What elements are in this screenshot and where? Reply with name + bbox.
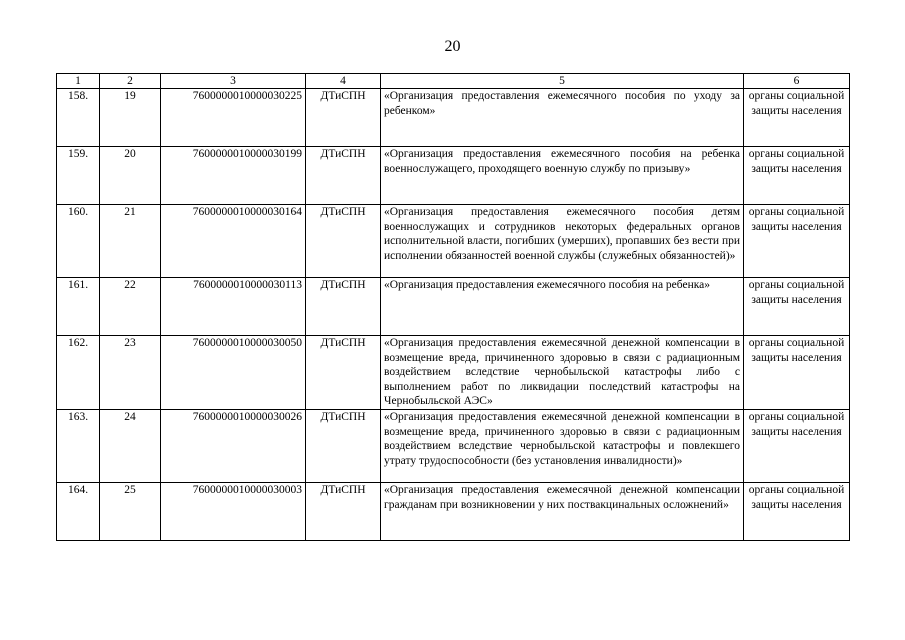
row-number: 19 [100, 89, 161, 147]
row-responsible-body: органы социальной защиты населения [744, 482, 850, 540]
row-code: 7600000010000030050 [161, 336, 306, 410]
row-service: «Организация предоставления ежемесячного пособия на ребенка военнослужащего, проходящего военную службу по призыву» [381, 147, 744, 205]
header-row [57, 74, 850, 89]
row-code: 7600000010000030199 [161, 147, 306, 205]
table-row [57, 482, 850, 540]
row-code: 7600000010000030026 [161, 409, 306, 482]
row-service: «Организация предоставления ежемесячной денежной компенсации в возмещение вреда, причиненного здоровью в связи с радиационным воздействием вследствие чернобыльской катастрофы и повлекшего утрату трудоспособности (без установления инвалидности)» [381, 409, 744, 482]
column-header: 5 [381, 74, 744, 89]
row-service: «Организация предоставления ежемесячной денежной компенсации гражданам при возникновении у них поствакцинальных осложнений» [381, 482, 744, 540]
row-code: 7600000010000030003 [161, 482, 306, 540]
row-number: 20 [100, 147, 161, 205]
row-index: 159. [57, 147, 100, 205]
row-responsible-body: органы социальной защиты населения [744, 147, 850, 205]
row-responsible-body: органы социальной защиты населения [744, 409, 850, 482]
table-row [57, 89, 850, 147]
column-header: 6 [744, 74, 850, 89]
row-responsible-body: органы социальной защиты населения [744, 336, 850, 410]
page-number: 20 [444, 38, 461, 55]
row-number: 22 [100, 278, 161, 336]
column-header: 3 [161, 74, 306, 89]
column-header: 1 [57, 74, 100, 89]
row-responsible-body: органы социальной защиты населения [744, 205, 850, 278]
row-department: ДТиСПН [306, 89, 381, 147]
row-code: 7600000010000030225 [161, 89, 306, 147]
services-table [56, 73, 850, 541]
row-responsible-body: органы социальной защиты населения [744, 278, 850, 336]
row-service: «Организация предоставления ежемесячного пособия детям военнослужащих и сотрудников некоторых федеральных органов исполнительной власти, погибших (умерших), пропавших без вести при исполнении обязанностей военной службы (служебных обязанностей)» [381, 205, 744, 278]
row-service: «Организация предоставления ежемесячного пособия по уходу за ребенком» [381, 89, 744, 147]
row-code: 7600000010000030113 [161, 278, 306, 336]
table-row [57, 205, 850, 278]
row-department: ДТиСПН [306, 482, 381, 540]
table-row [57, 147, 850, 205]
row-number: 23 [100, 336, 161, 410]
row-department: ДТиСПН [306, 336, 381, 410]
row-number: 21 [100, 205, 161, 278]
row-index: 160. [57, 205, 100, 278]
row-index: 161. [57, 278, 100, 336]
column-header: 2 [100, 74, 161, 89]
row-department: ДТиСПН [306, 409, 381, 482]
row-code: 7600000010000030164 [161, 205, 306, 278]
row-index: 163. [57, 409, 100, 482]
row-index: 164. [57, 482, 100, 540]
row-number: 25 [100, 482, 161, 540]
row-service: «Организация предоставления ежемесячного пособия на ребенка» [381, 278, 744, 336]
column-header: 4 [306, 74, 381, 89]
row-department: ДТиСПН [306, 205, 381, 278]
table-row [57, 336, 850, 410]
row-number: 24 [100, 409, 161, 482]
row-index: 162. [57, 336, 100, 410]
row-department: ДТиСПН [306, 147, 381, 205]
row-index: 158. [57, 89, 100, 147]
table-row [57, 278, 850, 336]
table-row [57, 409, 850, 482]
row-responsible-body: органы социальной защиты населения [744, 89, 850, 147]
row-service: «Организация предоставления ежемесячной денежной компенсации в возмещение вреда, причиненного здоровью в связи с радиационным воздействием вследствие чернобыльской катастрофы либо с выполнением работ по ликвидации последствий катастрофы на Чернобыльской АЭС» [381, 336, 744, 410]
row-department: ДТиСПН [306, 278, 381, 336]
